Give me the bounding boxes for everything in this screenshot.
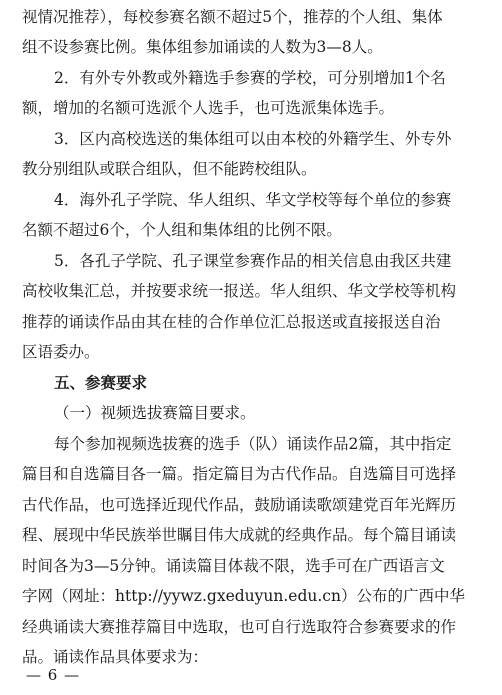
text-line: 2．有外专外教或外籍选手参赛的学校，可分别增加1个名 xyxy=(54,69,446,87)
text-line: 额，增加的名额可选派个人选手，也可选派集体选手。 xyxy=(22,99,395,117)
subsection-heading: （一）视频选拔赛篇目要求。 xyxy=(54,404,256,422)
text-line: 视情况推荐），每校参赛名额不超过5个，推荐的个人组、集体 xyxy=(22,8,443,26)
text-line: 字网（网址：http://yywz.gxeduyun.edu.cn）公布的广西中华 xyxy=(22,587,465,605)
text-line: 经典诵读大赛推荐篇目中选取，也可自行选取符合参赛要求的作 xyxy=(22,618,457,636)
text-line: 5．各孔子学院、孔子课堂参赛作品的相关信息由我区共建 xyxy=(54,252,452,270)
text-line: 3．区内高校选送的集体组可以由本校的外籍学生、外专外 xyxy=(54,130,452,148)
page-number: — 6 — xyxy=(26,666,81,684)
text-line: 品。诵读作品具体要求为： xyxy=(22,648,209,666)
section-heading: 五、参赛要求 xyxy=(54,374,148,392)
text-line: 区语委办。 xyxy=(22,343,100,361)
text-line: 推荐的诵读作品由其在桂的合作单位汇总报送或直接报送自治 xyxy=(22,313,441,331)
text-line: 教分别组队或联合组队，但不能跨校组队。 xyxy=(22,160,317,178)
text-line: 组不设参赛比例。集体组参加诵读的人数为3—8人。 xyxy=(22,38,383,56)
text-line: 程、展现中华民族举世瞩目伟大成就的经典作品。每个篇目诵读 xyxy=(22,526,457,544)
text-line: 每个参加视频选拔赛的选手（队）诵读作品2篇，其中指定 xyxy=(54,435,452,453)
text-line: 高校收集汇总，并按要求统一报送。华人组织、华文学校等机构 xyxy=(22,282,457,300)
text-line: 时间各为3—5分钟。诵读篇目体裁不限，选手可在广西语言文 xyxy=(22,557,445,575)
text-line: 篇目和自选篇目各一篇。指定篇目为古代作品。自选篇目可选择 xyxy=(22,465,457,483)
text-line: 名额不超过6个，个人组和集体组的比例不限。 xyxy=(22,221,342,239)
text-line: 4．海外孔子学院、华人组织、华文学校等每个单位的参赛 xyxy=(54,191,452,209)
text-line: 古代作品，也可选择近现代作品，鼓励诵读歌颂建党百年光辉历 xyxy=(22,496,457,514)
